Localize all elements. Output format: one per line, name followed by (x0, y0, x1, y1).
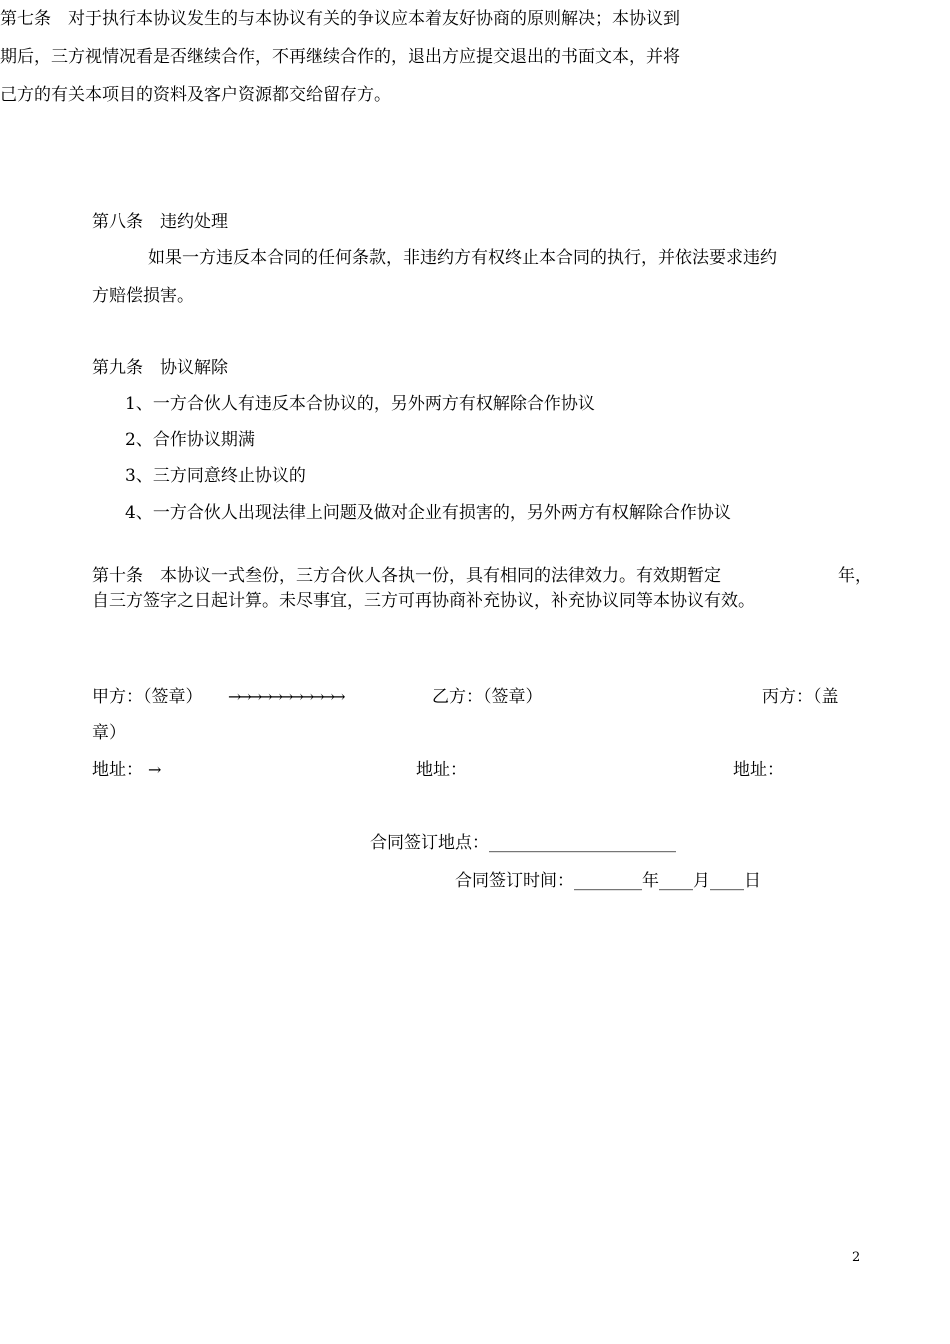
article-8-body-line: 方赔偿损害。 (92, 286, 194, 306)
article-9-item: 3、三方同意终止协议的 (125, 466, 306, 486)
article-7-line: 己方的有关本项目的资料及客户资源都交给留存方。 (0, 85, 391, 105)
article-9-item: 4、一方合伙人出现法律上问题及做对企业有损害的，另外两方有权解除合作协议 (125, 503, 731, 523)
article-7-line: 第七条 对于执行本协议发生的与本协议有关的争议应本着友好协商的原则解决；本协议到 (0, 9, 680, 29)
address-b: 地址： (416, 760, 467, 780)
party-c-signature-cont: 章） (92, 723, 126, 743)
contract-place-blank: ______________________ (489, 833, 676, 853)
contract-month-label: 月 (693, 871, 710, 891)
contract-time-label: 合同签订时间： (455, 871, 574, 891)
article-7-line: 期后，三方视情况看是否继续合作，不再继续合作的，退出方应提交退出的书面文本，并将 (0, 47, 680, 67)
contract-year-blank: ________ (574, 871, 642, 891)
article-7 (0, 0, 770, 114)
contract-place-label: 合同签订地点： (370, 833, 489, 853)
party-c-signature: 丙方：（盖 (762, 687, 839, 707)
contract-place (370, 833, 676, 853)
article-8-heading: 第八条 违约处理 (92, 212, 228, 232)
party-a-arrows: →→→→→→→→→→→ (228, 687, 343, 706)
article-10-line: 自三方签字之日起计算。未尽事宜，三方可再协商补充协议，补充协议同等本协议有效。 (92, 591, 755, 611)
contract-year-label: 年 (642, 871, 659, 891)
article-8-body-line: 如果一方违反本合同的任何条款，非违约方有权终止本合同的执行，并依法要求违约 (148, 248, 777, 268)
contract-time (455, 871, 761, 891)
contract-day-blank: ____ (710, 871, 744, 891)
address-c: 地址： (733, 760, 784, 780)
party-a-signature: 甲方：（签章） (92, 687, 203, 707)
article-9-item: 2、合作协议期满 (125, 430, 255, 450)
address-a-arrow: → (148, 760, 162, 779)
address-a: 地址： (92, 760, 143, 780)
contract-day-label: 日 (744, 871, 761, 891)
article-9-heading: 第九条 协议解除 (92, 358, 228, 378)
article-9-item: 1、一方合伙人有违反本合协议的，另外两方有权解除合作协议 (125, 394, 595, 414)
party-b-signature: 乙方：（签章） (432, 687, 543, 707)
contract-month-blank: ____ (659, 871, 693, 891)
page-number: 2 (852, 1250, 861, 1265)
article-10-year: 年， (838, 566, 872, 586)
article-10-line: 第十条 本协议一式叁份，三方合伙人各执一份，具有相同的法律效力。有效期暂定 (92, 566, 721, 586)
